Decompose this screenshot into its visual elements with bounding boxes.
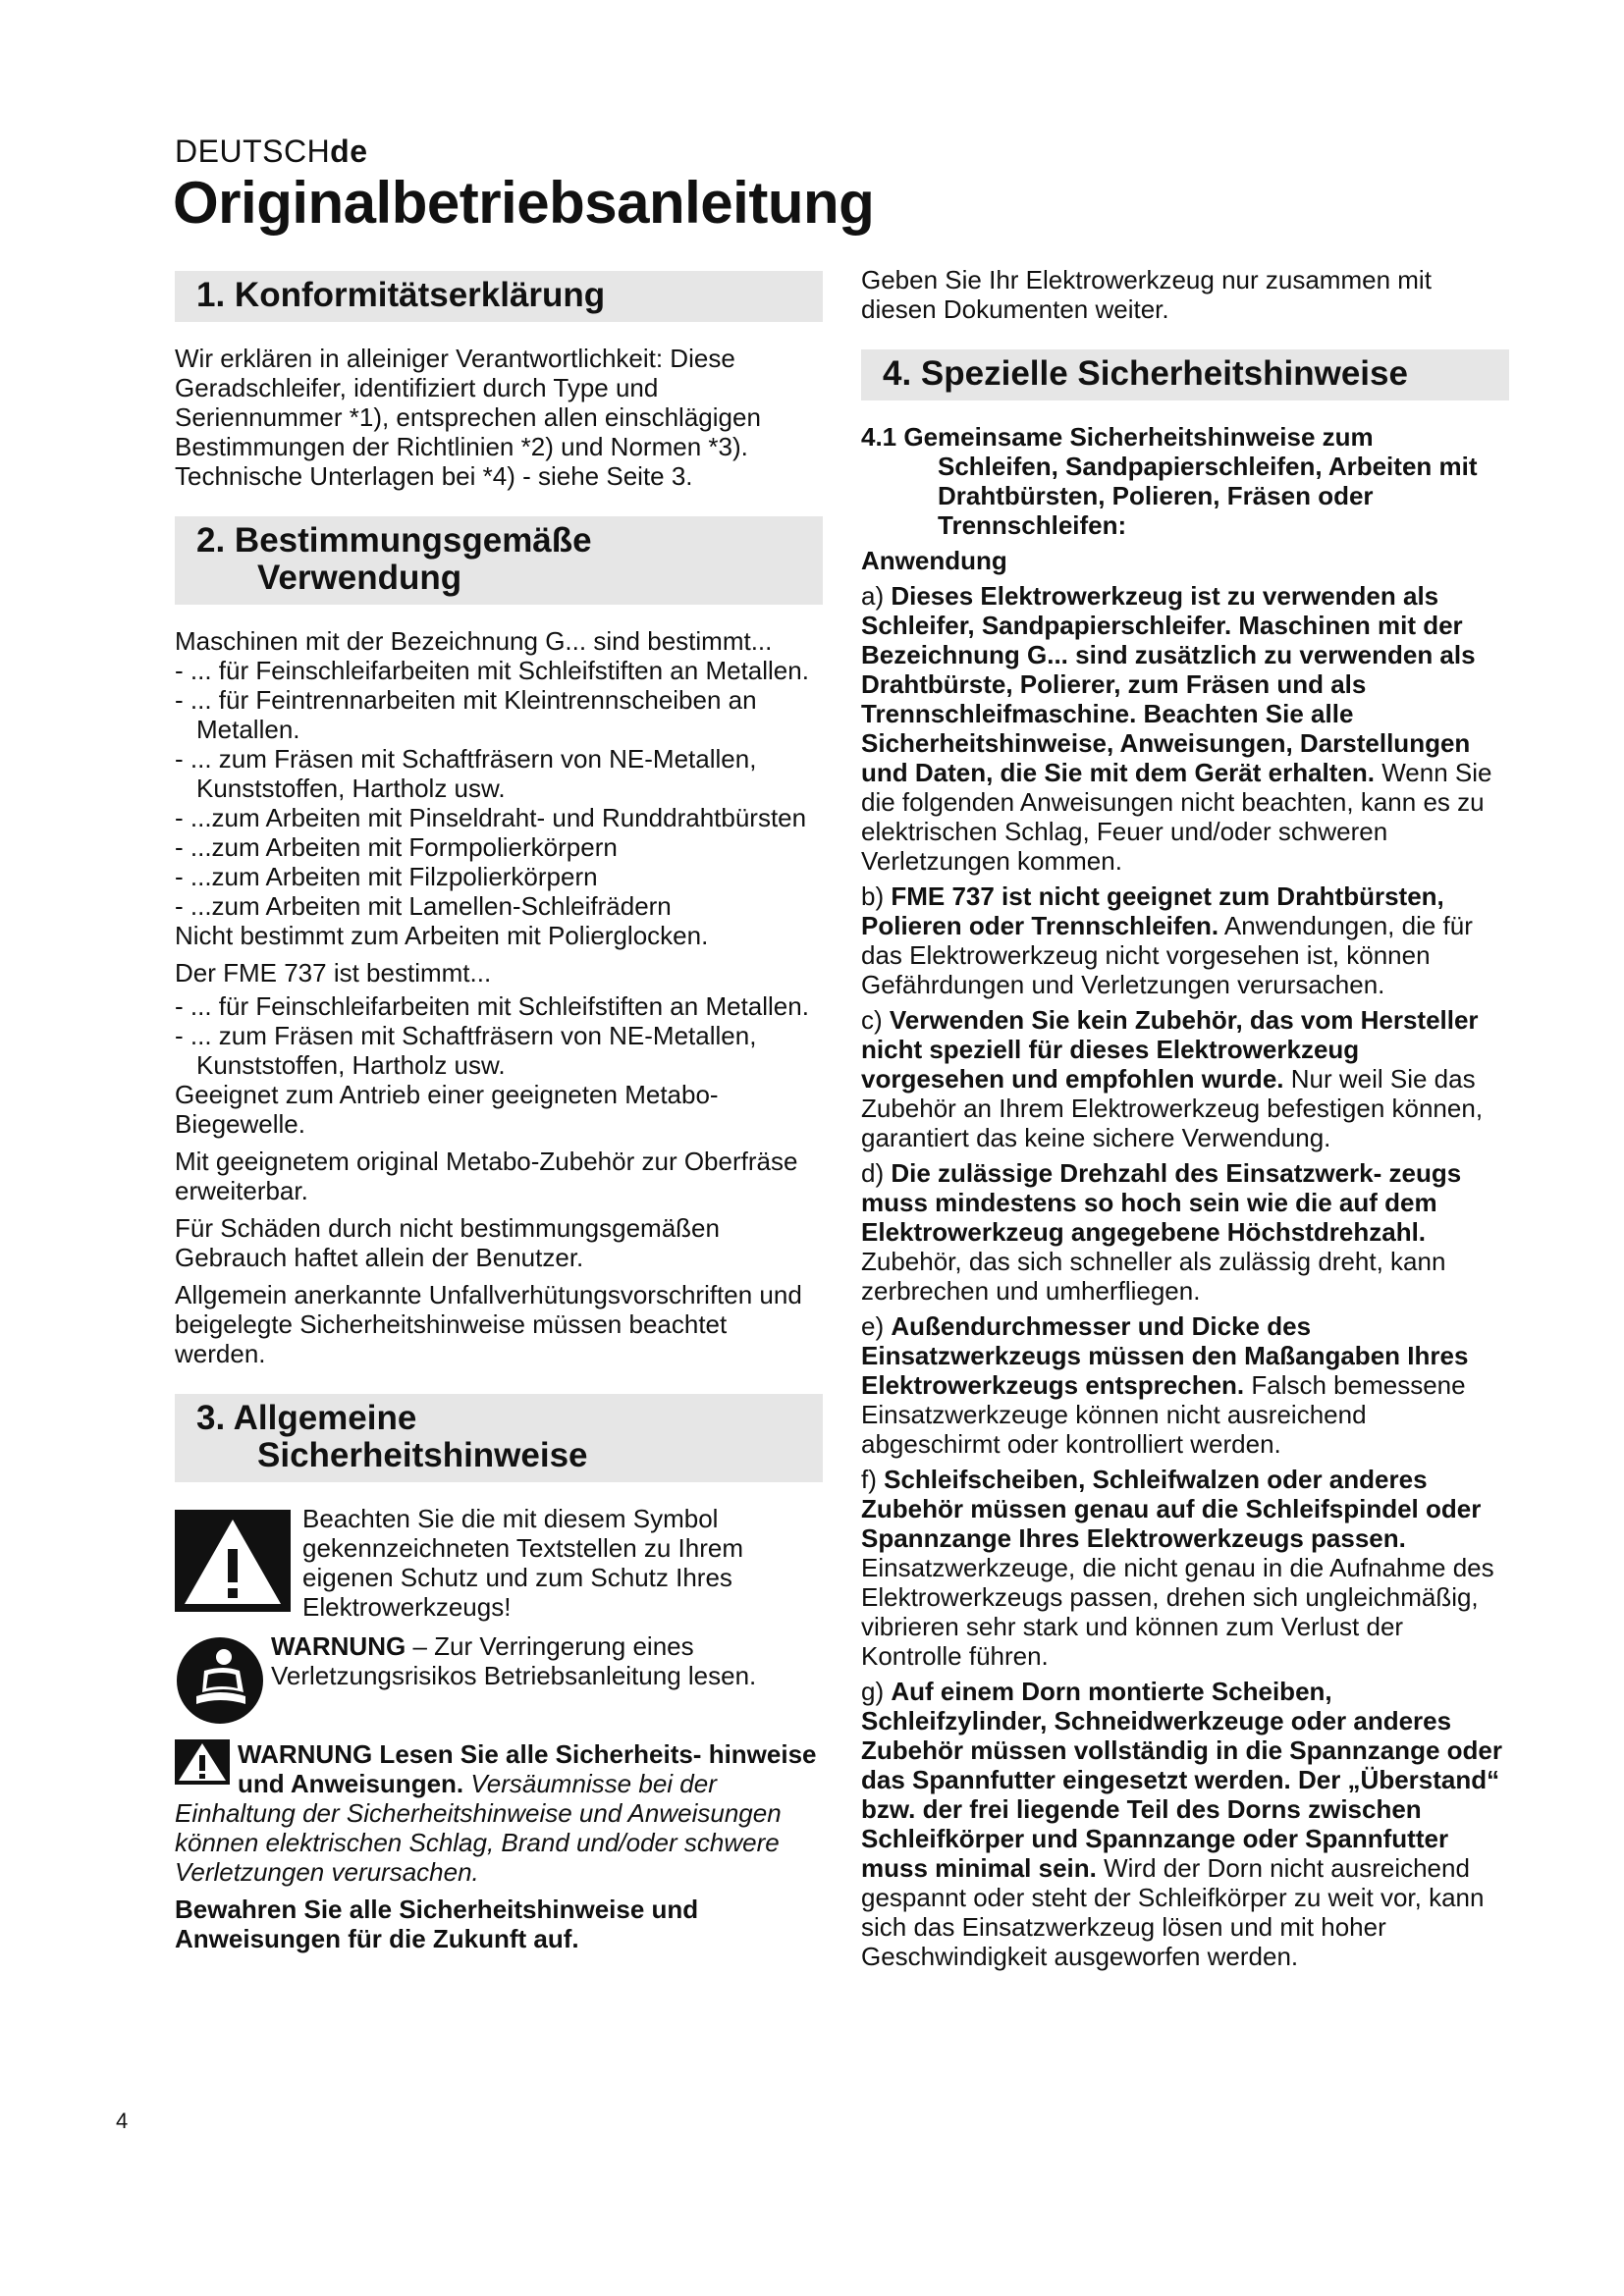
item-text: Einsatzwerkzeuge, die nicht genau in die Aufnahme des Elektrowerkzeugs passen, drehen sich ungleichmäßig, vibrieren sehr stark und können zum Verlust der Kontrolle führen. [861, 1553, 1494, 1671]
warning-triangle-icon [175, 1510, 291, 1612]
section4-1-heading-first: 4.1 Gemeinsame Sicherheitshinweise zum [861, 422, 1374, 452]
safety-item-f [861, 1465, 1509, 1671]
section4-1-heading [861, 422, 1509, 540]
section2-heading [175, 516, 823, 605]
section1-body: Wir erklären in alleiniger Verantwortlichkeit: Diese Geradschleifer, identifiziert durch Type und Seriennummer *1), entsprechen allen einschlägigen Bestimmungen der Richtlinien *2) und Normen *3). Technische Unterlagen bei *4) - siehe Seite 3. [175, 344, 761, 491]
language-label [175, 133, 368, 170]
section3-heading [175, 1394, 823, 1482]
section2-drive: Geeignet zum Antrieb einer geeigneten Metabo-Biegewelle. [175, 1080, 719, 1139]
list-item: - ... zum Fräsen mit Schaftfräsern von NE-Metallen, Kunststoffen, Hartholz usw. [175, 1021, 757, 1080]
item-text: Nur weil Sie das Zubehör an Ihrem Elektrowerkzeug befestigen können, garantiert das keine sichere Verwendung. [861, 1064, 1484, 1152]
item-label: d) [861, 1158, 892, 1188]
list-item: - ... für Feinschleifarbeiten mit Schleifstiften an Metallen. [175, 991, 809, 1021]
item-label: f) [861, 1465, 885, 1494]
list-item: - ... zum Fräsen mit Schaftfräsern von NE-Metallen, Kunststoffen, Hartholz usw. [175, 744, 757, 803]
read-all-warning [175, 1739, 823, 1887]
item-bold: Schleifscheiben, Schleifwalzen oder anderes Zubehör müssen genau auf die Schleifspindel oder Spannzange Ihres Elektrowerkzeugs passen. [861, 1465, 1482, 1553]
page-title: Originalbetriebsanleitung [173, 170, 875, 236]
list-item: - ...zum Arbeiten mit Filzpolierkörpern [175, 862, 598, 891]
list-item: - ...zum Arbeiten mit Lamellen-Schleifrädern [175, 891, 672, 921]
section2-heading-line2: Verwendung [257, 559, 462, 597]
read-manual-block [175, 1631, 823, 1726]
section2-not-intended: Nicht bestimmt zum Arbeiten mit Polierglocken. [175, 921, 709, 950]
item-text: Wenn Sie die folgenden Anweisungen nicht beachten, kann es zu elektrischen Schlag, Feuer und/oder schweren Verletzungen kommen. [861, 758, 1492, 876]
section4-1-heading-rest: Schleifen, Sandpapierschleifen, Arbeiten mit Drahtbürsten, Polieren, Fräsen oder Trennschleifen: [938, 452, 1478, 540]
language-name: DEUTSCH [175, 133, 331, 169]
list-item: - ... für Feinschleifarbeiten mit Schleifstiften an Metallen. [175, 656, 809, 685]
list-item: - ...zum Arbeiten mit Formpolierkörpern [175, 832, 618, 862]
safety-item-c [861, 1005, 1509, 1152]
pass-on-note: Geben Sie Ihr Elektrowerkzeug nur zusammen mit diesen Dokumenten weiter. [861, 265, 1432, 324]
item-label: c) [861, 1005, 890, 1035]
item-bold: Verwenden Sie kein Zubehör, das vom Hersteller nicht speziell für dieses Elektrowerkzeug vorgesehen und empfohlen wurde. [861, 1005, 1479, 1094]
safety-item-d [861, 1158, 1509, 1306]
item-text: Zubehör, das sich schneller als zulässig dreht, kann zerbrechen und umherfliegen. [861, 1247, 1446, 1306]
symbol-note-text: Beachten Sie die mit diesem Symbol gekennzeichneten Textstellen zu Ihrem eigenen Schutz und zum Schutz Ihres Elektrowerkzeugs! [302, 1504, 744, 1622]
item-label: g) [861, 1677, 892, 1706]
safety-item-a [861, 581, 1509, 876]
list-item: - ... für Feintrennarbeiten mit Kleintrennscheiben an Metallen. [175, 685, 757, 744]
section2-heading-line1: 2. Bestimmungsgemäße [196, 521, 592, 560]
page-number: 4 [116, 2109, 129, 2133]
left-column [175, 271, 823, 1961]
item-text: Falsch bemessene Einsatzwerkzeuge können nicht ausreichend abgeschirmt oder kontrolliert werden. [861, 1370, 1466, 1459]
section2-liability: Für Schäden durch nicht bestimmungsgemäßen Gebrauch haftet allein der Benutzer. [175, 1213, 720, 1272]
read-manual-icon [175, 1635, 265, 1726]
section4-heading: 4. Spezielle Sicherheitshinweise [861, 349, 1509, 400]
right-column [861, 265, 1509, 1977]
item-label: a) [861, 581, 892, 611]
section2-fme-intro: Der FME 737 ist bestimmt... [175, 958, 492, 988]
language-code: de [330, 133, 368, 169]
item-bold: Auf einem Dorn montierte Scheiben, Schleifzylinder, Schneidwerkzeuge oder anderes Zubehör müssen vollständig in die Spannzange oder das Spannfutter eingesetzt werden. Der „Überstand“ bzw. der frei liegende Teil des Dorns zwischen Schleifkörper und Spannzange oder Spannfutter muss minimal sein. [861, 1677, 1502, 1883]
safety-item-g [861, 1677, 1509, 1971]
section2-accident: Allgemein anerkannte Unfallverhütungsvorschriften und beigelegte Sicherheitshinweise müssen beachtet werden. [175, 1280, 802, 1368]
item-text: Wird der Dorn nicht ausreichend gespannt oder steht der Schleifkörper zu weit vor, kann sich das Einsatzwerkzeug lösen und mit hoher Geschwindigkeit ausgeworfen werden. [861, 1853, 1485, 1971]
section2-fme-list [175, 991, 823, 1080]
symbol-note-block [175, 1504, 823, 1626]
warning-label: WARNUNG [271, 1631, 406, 1661]
section3-heading-line1: 3. Allgemeine [196, 1399, 417, 1437]
item-bold: Außendurchmesser und Dicke des Einsatzwerkzeugs müssen den Maßangaben Ihres Elektrowerkzeugs entsprechen. [861, 1311, 1469, 1400]
item-label: b) [861, 881, 892, 911]
safety-item-e [861, 1311, 1509, 1459]
read-manual-instruction: – Zur Verringerung eines Verletzungsrisikos Betriebsanleitung lesen. [271, 1631, 757, 1690]
read-all-warning-bold: WARNUNG Lesen Sie alle Sicherheits- hinweise und Anweisungen. [238, 1739, 817, 1798]
read-manual-text [271, 1631, 823, 1690]
section2-uses-list [175, 656, 823, 921]
list-item: - ...zum Arbeiten mit Pinseldraht- und Runddrahtbürsten [175, 803, 807, 832]
section1-heading: 1. Konformitätserklärung [175, 271, 823, 322]
item-bold: Dieses Elektrowerkzeug ist zu verwenden als Schleifer, Sandpapierschleifer. Maschinen mit der Bezeichnung G... sind zusätzlich zu verwenden als Drahtbürste, Polierer, zum Fräsen und als Trennschleifmaschine. Beachten Sie alle Sicherheitshinweise, Anweisungen, Darstellungen und Daten, die Sie mit dem Gerät erhalten. [861, 581, 1476, 787]
item-bold: Die zulässige Drehzahl des Einsatzwerk- zeugs muss mindestens so hoch sein wie die auf dem Elektrowerkzeug angegebene Höchstdrehzahl. [861, 1158, 1462, 1247]
item-label: e) [861, 1311, 892, 1341]
section3-heading-line2: Sicherheitshinweise [257, 1436, 588, 1474]
warning-triangle-icon [175, 1739, 230, 1785]
keep-instructions: Bewahren Sie alle Sicherheitshinweise und Anweisungen für die Zukunft auf. [175, 1895, 699, 1953]
read-all-warning-italic: Versäumnisse bei der Einhaltung der Sicherheitshinweise und Anweisungen können elektrischen Schlag, Brand und/oder schwere Verletzungen verursachen. [175, 1769, 782, 1887]
section2-intro: Maschinen mit der Bezeichnung G... sind bestimmt... [175, 626, 773, 656]
safety-item-b [861, 881, 1509, 999]
item-text: Anwendungen, die für das Elektrowerkzeug nicht vorgesehen ist, können Gefährdungen und Verletzungen verursachen. [861, 911, 1473, 999]
section2-router: Mit geeignetem original Metabo-Zubehör zur Oberfräse erweiterbar. [175, 1147, 798, 1205]
anwendung-heading: Anwendung [861, 546, 1007, 575]
item-bold: FME 737 ist nicht geeignet zum Drahtbürsten, Polieren oder Trennschleifen. [861, 881, 1444, 940]
